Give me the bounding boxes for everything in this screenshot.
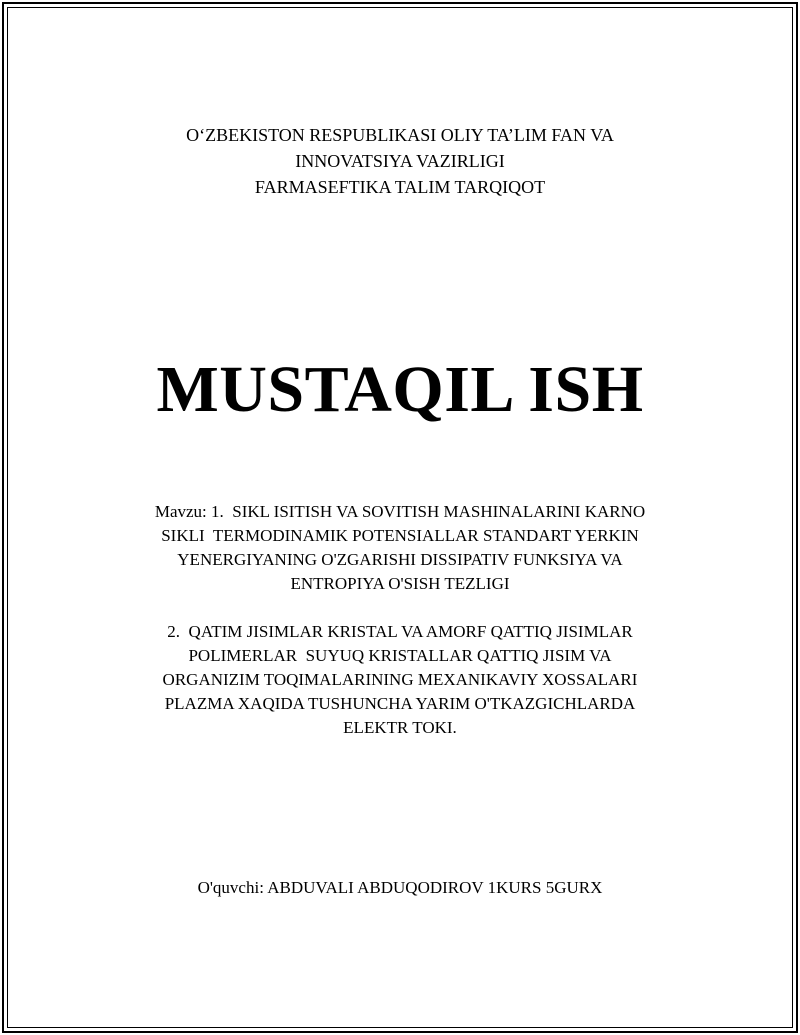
- ministry-line-2: INNOVATSIYA VAZIRLIGI: [295, 151, 505, 171]
- ministry-line-3: FARMASEFTIKA TALIM TARQIQOT: [254, 177, 546, 197]
- topic-gap: [0, 596, 800, 620]
- topic-1-line-1: Mavzu: 1. SIKL ISITISH VA SOVITISH MASHINALARINI KARNO: [154, 502, 646, 521]
- topic-1-line-2: SIKLI TERMODINAMIK POTENSIALLAR STANDART YERKIN: [161, 526, 639, 545]
- topic-1-line-4: ENTROPIYA O'SISH TEZLIGI: [290, 574, 510, 593]
- ministry-line-1: O‘ZBEKISTON RESPUBLIKASI OLIY TA’LIM FAN VA: [186, 125, 614, 145]
- topic-2-line-3: ORGANIZIM TOQIMALARINING MEXANIKAVIY XOSSALARI: [162, 670, 638, 689]
- ministry-header: [0, 122, 800, 200]
- topic-2-line-4: PLAZMA XAQIDA TUSHUNCHA YARIM O'TKAZGICHLARDA: [164, 694, 636, 713]
- topic-1-line-3: YENERGIYANING O'ZGARISHI DISSIPATIV FUNKSIYA VA: [177, 550, 623, 569]
- topic-2-line-1: 2. QATIM JISIMLAR KRISTAL VA AMORF QATTIQ JISIMLAR: [167, 622, 633, 641]
- topic-2-line-2: POLIMERLAR SUYUQ KRISTALLAR QATTIQ JISIM VA: [188, 646, 612, 665]
- topic-section: [0, 500, 800, 740]
- student-info: O'quvchi: ABDUVALI ABDUQODIROV 1KURS 5GURX: [197, 878, 603, 897]
- topic-2-line-5: ELEKTR TOKI.: [343, 718, 457, 737]
- document-title: MUSTAQIL ISH: [156, 353, 644, 426]
